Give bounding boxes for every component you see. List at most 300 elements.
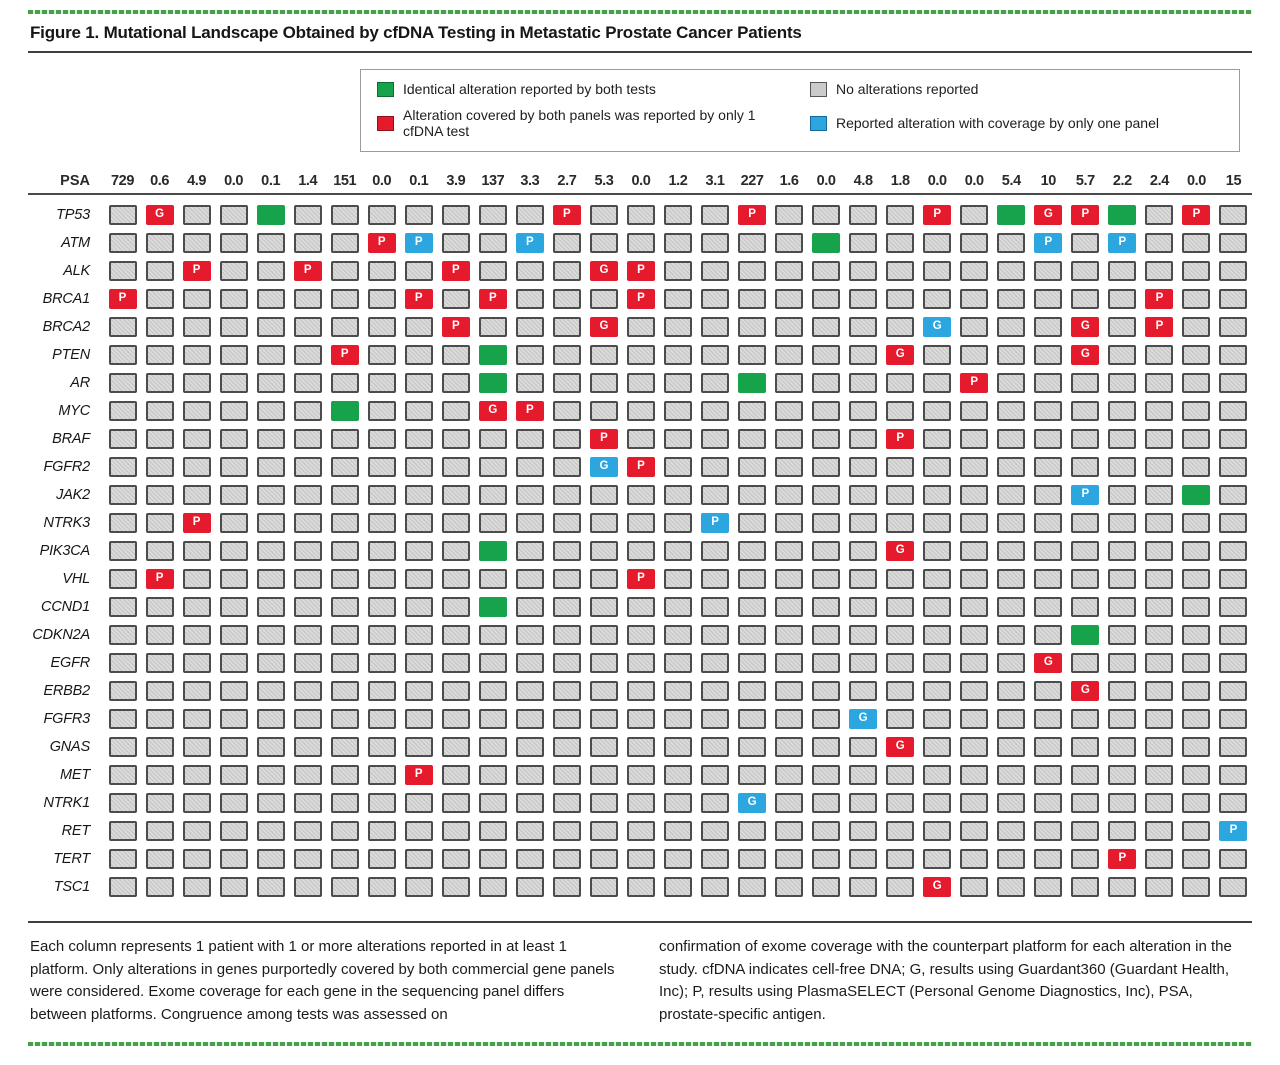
cell-wrap — [548, 877, 585, 897]
cell-wrap — [622, 513, 659, 533]
cell-wrap — [919, 457, 956, 477]
grid-cell-PIK3CA-col8 — [368, 541, 396, 561]
grid-cell-TSC1-col24 — [960, 877, 988, 897]
cell-wrap — [363, 849, 400, 869]
grid-cell-BRCA2-col8 — [368, 317, 396, 337]
grid-cell-ERBB2-col16 — [664, 681, 692, 701]
grid-cell-GNAS-col2 — [146, 737, 174, 757]
cell-wrap — [622, 457, 659, 477]
cell-wrap — [1030, 821, 1067, 841]
cell-wrap — [548, 681, 585, 701]
grid-cell-CDKN2A-col18 — [738, 625, 766, 645]
cell-wrap — [1215, 205, 1252, 225]
cell-wrap — [1215, 261, 1252, 281]
cell-wrap — [622, 653, 659, 673]
grid-cell-MET-col18 — [738, 765, 766, 785]
cell-wrap — [993, 401, 1030, 421]
grid-cell-ERBB2-col15 — [627, 681, 655, 701]
grid-cell-TSC1-col27 — [1071, 877, 1099, 897]
cell-wrap — [882, 765, 919, 785]
cell-wrap — [178, 289, 215, 309]
grid-cell-GNAS-col27 — [1071, 737, 1099, 757]
gene-row-CDKN2A — [28, 621, 1252, 649]
grid-cell-BRCA2-col16 — [664, 317, 692, 337]
grid-cell-CCND1-col18 — [738, 597, 766, 617]
grid-cell-FGFR2-col7 — [331, 457, 359, 477]
grid-cell-NTRK3-col30 — [1182, 513, 1210, 533]
cell-wrap — [734, 289, 771, 309]
grid-cell-TSC1-col13 — [553, 877, 581, 897]
cell-wrap — [437, 485, 474, 505]
grid-cell-ALK-col1 — [109, 261, 137, 281]
grid-cell-GNAS-col28 — [1108, 737, 1136, 757]
grid-cell-TERT-col21 — [849, 849, 877, 869]
cell-wrap — [104, 289, 141, 309]
cell-wrap — [659, 653, 696, 673]
grid-cell-BRCA2-col7 — [331, 317, 359, 337]
cell-wrap — [437, 205, 474, 225]
cell-wrap — [993, 485, 1030, 505]
cell-wrap — [215, 261, 252, 281]
grid-cell-ERBB2-col17 — [701, 681, 729, 701]
cell-wrap — [437, 625, 474, 645]
cell-wrap — [1141, 373, 1178, 393]
psa-value-col24: 0.0 — [964, 172, 984, 189]
cell-wrap — [511, 681, 548, 701]
grid-cell-BRCA2-col30 — [1182, 317, 1210, 337]
cell-wrap — [585, 513, 622, 533]
cell-wrap — [363, 317, 400, 337]
grid-cell-TSC1-col5 — [257, 877, 285, 897]
grid-cell-BRCA2-col25 — [997, 317, 1025, 337]
cell-wrap — [622, 681, 659, 701]
grid-cell-GNAS-col25 — [997, 737, 1025, 757]
grid-cell-MYC-col14 — [590, 401, 618, 421]
cell-wrap — [511, 849, 548, 869]
grid-cell-RET-col25 — [997, 821, 1025, 841]
grid-cell-FGFR3-col11 — [479, 709, 507, 729]
grid-cell-MYC-col31 — [1219, 401, 1247, 421]
cell-wrap — [659, 625, 696, 645]
gene-row-BRCA2 — [28, 313, 1252, 341]
cell-wrap — [919, 625, 956, 645]
caption-right-column: confirmation of exome coverage with the counterpart platform for each alteration in the study. cfDNA indicates cell-free DNA; G, results using Guardant360 (Guardant Health, Inc); P, results using PlasmaSELECT (Personal Genome Diagnostics, Inc), PSA, prostate-specific antigen. — [659, 938, 1232, 1023]
grid-cell-ATM-col5 — [257, 233, 285, 253]
cell-wrap — [474, 345, 511, 365]
cell-wrap — [622, 849, 659, 869]
gene-row-AR — [28, 369, 1252, 397]
cell-wrap — [511, 289, 548, 309]
grid-cell-FGFR2-col23 — [923, 457, 951, 477]
grid-cell-NTRK1-col19 — [775, 793, 803, 813]
cell-wrap — [771, 513, 808, 533]
grid-cell-ERBB2-col10 — [442, 681, 470, 701]
grid-cell-ATM-col17 — [701, 233, 729, 253]
grid-cell-CDKN2A-col31 — [1219, 625, 1247, 645]
cell-wrap — [511, 877, 548, 897]
cell-wrap — [845, 877, 882, 897]
grid-cell-ALK-col14: G — [590, 261, 618, 281]
grid-cell-VHL-col5 — [257, 569, 285, 589]
grid-cell-NTRK1-col2 — [146, 793, 174, 813]
grid-cell-ALK-col30 — [1182, 261, 1210, 281]
grid-cell-FGFR3-col7 — [331, 709, 359, 729]
cell-wrap — [1104, 485, 1141, 505]
grid-cell-ERBB2-col14 — [590, 681, 618, 701]
cell-wrap — [1178, 373, 1215, 393]
grid-cell-BRCA1-col12 — [516, 289, 544, 309]
grid-cell-BRCA1-col11: P — [479, 289, 507, 309]
grid-cell-CDKN2A-col10 — [442, 625, 470, 645]
cell-wrap — [548, 765, 585, 785]
cell-wrap — [178, 765, 215, 785]
cell-wrap — [252, 541, 289, 561]
grid-cell-NTRK1-col6 — [294, 793, 322, 813]
grid-cell-VHL-col11 — [479, 569, 507, 589]
grid-cell-BRCA2-col2 — [146, 317, 174, 337]
grid-cell-BRCA2-col6 — [294, 317, 322, 337]
grid-cell-CDKN2A-col12 — [516, 625, 544, 645]
cell-wrap — [363, 793, 400, 813]
cell-wrap — [289, 737, 326, 757]
grid-cell-GNAS-col15 — [627, 737, 655, 757]
grid-cell-GNAS-col9 — [405, 737, 433, 757]
grid-cell-NTRK1-col3 — [183, 793, 211, 813]
grid-cell-BRAF-col18 — [738, 429, 766, 449]
grid-cell-RET-col22 — [886, 821, 914, 841]
grid-cell-TERT-col31 — [1219, 849, 1247, 869]
cell-wrap — [585, 485, 622, 505]
grid-cell-TERT-col11 — [479, 849, 507, 869]
grid-cell-RET-col4 — [220, 821, 248, 841]
grid-cell-MET-col17 — [701, 765, 729, 785]
cell-wrap — [474, 709, 511, 729]
grid-cell-CCND1-col22 — [886, 597, 914, 617]
grid-cell-EGFR-col29 — [1145, 653, 1173, 673]
grid-cell-JAK2-col2 — [146, 485, 174, 505]
grid-cell-RET-col1 — [109, 821, 137, 841]
grid-cell-ERBB2-col13 — [553, 681, 581, 701]
grid-cell-BRAF-col21 — [849, 429, 877, 449]
cell-wrap — [215, 849, 252, 869]
cell-wrap — [1067, 793, 1104, 813]
cell-wrap — [548, 485, 585, 505]
psa-value-col5: 0.1 — [261, 172, 281, 189]
cell-wrap — [437, 233, 474, 253]
cell-wrap — [956, 877, 993, 897]
cell-wrap — [215, 877, 252, 897]
cell-wrap — [956, 849, 993, 869]
grid-cell-MYC-col2 — [146, 401, 174, 421]
grid-cell-CCND1-col29 — [1145, 597, 1173, 617]
grid-cell-RET-col2 — [146, 821, 174, 841]
cell-wrap — [1215, 709, 1252, 729]
cell-wrap — [1067, 233, 1104, 253]
cell-wrap — [622, 709, 659, 729]
cell-wrap — [474, 849, 511, 869]
cell-wrap — [956, 681, 993, 701]
grid-cell-RET-col12 — [516, 821, 544, 841]
cell-wrap — [437, 569, 474, 589]
grid-cell-GNAS-col26 — [1034, 737, 1062, 757]
cell-wrap — [1030, 457, 1067, 477]
cell-wrap — [363, 541, 400, 561]
cell-wrap — [363, 513, 400, 533]
grid-cell-BRCA2-col26 — [1034, 317, 1062, 337]
grid-cell-GNAS-col7 — [331, 737, 359, 757]
cell-wrap — [548, 653, 585, 673]
cell-wrap — [919, 849, 956, 869]
cell-wrap — [289, 793, 326, 813]
grid-cell-GNAS-col18 — [738, 737, 766, 757]
cell-wrap — [993, 569, 1030, 589]
grid-cell-CDKN2A-col16 — [664, 625, 692, 645]
cell-wrap — [882, 849, 919, 869]
cell-wrap — [511, 569, 548, 589]
grid-cell-EGFR-col11 — [479, 653, 507, 673]
grid-cell-VHL-col12 — [516, 569, 544, 589]
cell-wrap — [808, 681, 845, 701]
grid-cell-NTRK1-col9 — [405, 793, 433, 813]
cell-wrap — [882, 877, 919, 897]
cell-wrap — [1141, 205, 1178, 225]
gene-label-GNAS: GNAS — [49, 739, 90, 755]
grid-cell-FGFR2-col24 — [960, 457, 988, 477]
grid-cell-NTRK1-col22 — [886, 793, 914, 813]
grid-cell-PIK3CA-col3 — [183, 541, 211, 561]
grid-cell-VHL-col31 — [1219, 569, 1247, 589]
grid-cell-ALK-col6: P — [294, 261, 322, 281]
grid-cell-CCND1-col11 — [479, 597, 507, 617]
grid-cell-ALK-col16 — [664, 261, 692, 281]
grid-cell-PTEN-col22: G — [886, 345, 914, 365]
cell-wrap — [511, 765, 548, 785]
cell-wrap — [1215, 653, 1252, 673]
cell-wrap — [252, 317, 289, 337]
cell-wrap — [511, 737, 548, 757]
red-swatch-icon — [377, 116, 394, 131]
cell-wrap — [104, 205, 141, 225]
cell-wrap — [808, 821, 845, 841]
grid-cell-JAK2-col6 — [294, 485, 322, 505]
cell-wrap — [882, 429, 919, 449]
grid-cell-JAK2-col12 — [516, 485, 544, 505]
cell-wrap — [845, 289, 882, 309]
grid-cell-ALK-col25 — [997, 261, 1025, 281]
grid-cell-FGFR2-col19 — [775, 457, 803, 477]
grid-cell-BRAF-col16 — [664, 429, 692, 449]
grid-cell-FGFR3-col4 — [220, 709, 248, 729]
grid-cell-TP53-col31 — [1219, 205, 1247, 225]
grid-cell-MET-col16 — [664, 765, 692, 785]
grid-cell-PTEN-col10 — [442, 345, 470, 365]
grid-cell-JAK2-col15 — [627, 485, 655, 505]
grid-cell-CCND1-col17 — [701, 597, 729, 617]
grid-cell-ALK-col8 — [368, 261, 396, 281]
cell-wrap — [437, 289, 474, 309]
cell-wrap — [1141, 289, 1178, 309]
grid-cell-NTRK1-col21 — [849, 793, 877, 813]
grid-cell-NTRK1-col14 — [590, 793, 618, 813]
grid-cell-JAK2-col8 — [368, 485, 396, 505]
cell-wrap — [400, 317, 437, 337]
grid-cell-PIK3CA-col14 — [590, 541, 618, 561]
grid-cell-GNAS-col23 — [923, 737, 951, 757]
grid-cell-ALK-col7 — [331, 261, 359, 281]
cell-wrap — [215, 401, 252, 421]
cell-wrap — [697, 373, 734, 393]
cell-wrap — [919, 233, 956, 253]
grid-cell-GNAS-col29 — [1145, 737, 1173, 757]
cell-wrap — [474, 401, 511, 421]
grid-cell-FGFR3-col21: G — [849, 709, 877, 729]
cell-wrap — [400, 345, 437, 365]
cell-wrap — [289, 765, 326, 785]
cell-wrap — [993, 261, 1030, 281]
cell-wrap — [289, 709, 326, 729]
grid-cell-NTRK3-col13 — [553, 513, 581, 533]
grid-cell-PTEN-col25 — [997, 345, 1025, 365]
gene-row-TSC1 — [28, 873, 1252, 901]
cell-wrap — [1178, 513, 1215, 533]
cell-wrap — [882, 233, 919, 253]
cell-wrap — [215, 513, 252, 533]
cell-wrap — [585, 569, 622, 589]
grid-cell-AR-col10 — [442, 373, 470, 393]
cell-wrap — [808, 289, 845, 309]
cell-wrap — [1104, 541, 1141, 561]
grid-cell-ERBB2-col4 — [220, 681, 248, 701]
cell-wrap — [1141, 653, 1178, 673]
grid-cell-JAK2-col26 — [1034, 485, 1062, 505]
grid-cell-PIK3CA-col10 — [442, 541, 470, 561]
cell-wrap — [511, 513, 548, 533]
cell-wrap — [956, 597, 993, 617]
grid-cell-PIK3CA-col6 — [294, 541, 322, 561]
gene-row-JAK2 — [28, 481, 1252, 509]
grid-cell-AR-col30 — [1182, 373, 1210, 393]
grid-cell-AR-col23 — [923, 373, 951, 393]
legend-item-one-panel — [810, 107, 1225, 139]
cell-wrap — [1178, 317, 1215, 337]
cell-wrap — [808, 709, 845, 729]
grid-cell-ERBB2-col9 — [405, 681, 433, 701]
cell-wrap — [845, 373, 882, 393]
grid-cell-CDKN2A-col19 — [775, 625, 803, 645]
grid-cell-TP53-col8 — [368, 205, 396, 225]
grid-cell-ALK-col21 — [849, 261, 877, 281]
grid-cell-VHL-col10 — [442, 569, 470, 589]
psa-value-col7: 151 — [333, 172, 357, 189]
psa-value-col14: 5.3 — [594, 172, 614, 189]
cell-wrap — [622, 625, 659, 645]
cell-wrap — [845, 625, 882, 645]
psa-value-col9: 0.1 — [409, 172, 429, 189]
cell-wrap — [1178, 625, 1215, 645]
grid-cell-FGFR2-col17 — [701, 457, 729, 477]
grid-cell-ATM-col14 — [590, 233, 618, 253]
cell-wrap — [845, 765, 882, 785]
cell-wrap — [400, 401, 437, 421]
grid-cell-BRCA2-col1 — [109, 317, 137, 337]
grid-cell-AR-col18 — [738, 373, 766, 393]
gene-label-TERT: TERT — [53, 851, 90, 867]
cell-wrap — [363, 429, 400, 449]
cell-wrap — [474, 681, 511, 701]
grid-cell-TP53-col27: P — [1071, 205, 1099, 225]
grid-cell-BRCA1-col29: P — [1145, 289, 1173, 309]
cell-wrap — [993, 317, 1030, 337]
cell-wrap — [919, 289, 956, 309]
grid-cell-ATM-col19 — [775, 233, 803, 253]
grid-cell-ATM-col12: P — [516, 233, 544, 253]
cell-wrap — [771, 765, 808, 785]
grid-cell-JAK2-col28 — [1108, 485, 1136, 505]
grid-cell-EGFR-col7 — [331, 653, 359, 673]
gene-label-ERBB2: ERBB2 — [43, 683, 90, 699]
grid-cell-NTRK3-col20 — [812, 513, 840, 533]
cell-wrap — [400, 849, 437, 869]
cell-wrap — [1067, 429, 1104, 449]
cell-wrap — [1104, 709, 1141, 729]
cell-wrap — [622, 429, 659, 449]
grid-cell-VHL-col21 — [849, 569, 877, 589]
grid-cell-TERT-col14 — [590, 849, 618, 869]
grid-cell-ALK-col31 — [1219, 261, 1247, 281]
cell-wrap — [1067, 681, 1104, 701]
cell-wrap — [659, 877, 696, 897]
grid-cell-JAK2-col22 — [886, 485, 914, 505]
grid-cell-CDKN2A-col2 — [146, 625, 174, 645]
grid-cell-FGFR3-col25 — [997, 709, 1025, 729]
cell-wrap — [1030, 401, 1067, 421]
grid-cell-VHL-col29 — [1145, 569, 1173, 589]
cell-wrap — [363, 709, 400, 729]
grid-cell-CDKN2A-col8 — [368, 625, 396, 645]
grid-cell-PIK3CA-col22: G — [886, 541, 914, 561]
grid-cell-BRAF-col14: P — [590, 429, 618, 449]
grid-cell-MYC-col3 — [183, 401, 211, 421]
cell-wrap — [289, 625, 326, 645]
cell-wrap — [289, 877, 326, 897]
cell-wrap — [956, 205, 993, 225]
cell-wrap — [585, 597, 622, 617]
cell-wrap — [326, 457, 363, 477]
cell-wrap — [808, 849, 845, 869]
grid-cell-MET-col3 — [183, 765, 211, 785]
cell-wrap — [400, 569, 437, 589]
cell-wrap — [215, 821, 252, 841]
grid-cell-MET-col25 — [997, 765, 1025, 785]
grid-cell-TSC1-col31 — [1219, 877, 1247, 897]
cell-wrap — [1067, 821, 1104, 841]
cell-wrap — [845, 401, 882, 421]
grid-cell-ATM-col6 — [294, 233, 322, 253]
grid-cell-ALK-col12 — [516, 261, 544, 281]
cell-wrap — [1104, 261, 1141, 281]
grid-cell-BRCA2-col28 — [1108, 317, 1136, 337]
cell-wrap — [697, 765, 734, 785]
cell-wrap — [1215, 821, 1252, 841]
grid-cell-BRCA2-col27: G — [1071, 317, 1099, 337]
cell-wrap — [882, 289, 919, 309]
grid-cell-PIK3CA-col2 — [146, 541, 174, 561]
legend-label: Alteration covered by both panels was reported by only 1 cfDNA test — [403, 107, 756, 139]
grid-cell-ERBB2-col19 — [775, 681, 803, 701]
cell-wrap — [474, 625, 511, 645]
cell-wrap — [437, 681, 474, 701]
grid-cell-AR-col11 — [479, 373, 507, 393]
